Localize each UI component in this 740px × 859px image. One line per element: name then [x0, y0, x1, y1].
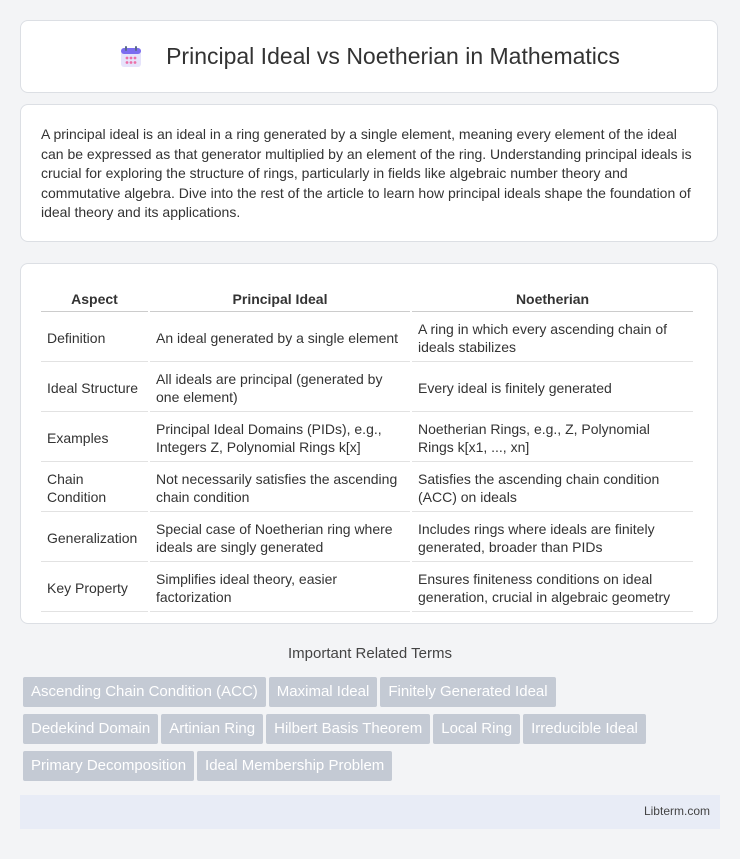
intro-card — [20, 104, 718, 242]
table-cell: Ideal Structure — [41, 364, 148, 412]
table-row — [41, 564, 693, 612]
footer-site-link[interactable]: Libterm.com — [643, 804, 710, 818]
related-terms-list — [23, 677, 723, 788]
table-cell: Chain Condition — [41, 464, 148, 512]
table-cell: Special case of Noetherian ring where ideals are singly generated — [150, 514, 410, 562]
intro-paragraph: A principal ideal is an ideal in a ring generated by a single element, meaning every element of the ideal can be expressed as that generator multiplied by an element of the ring. Understanding principal ideals is crucial for exploring the structure of rings, particularly in fields like algebraic number theory and commutative algebra. Dive into the rest of the article to learn how principal ideals shape the foundation of ideal theory and its applications. — [41, 126, 692, 220]
title-card — [20, 20, 718, 93]
table-cell: A ring in which every ascending chain of ideals stabilizes — [412, 314, 693, 362]
header-principal-ideal: Principal Ideal — [150, 286, 410, 312]
header-aspect: Aspect — [41, 286, 148, 312]
table-cell: Definition — [41, 314, 148, 362]
related-term-tag[interactable]: Finitely Generated Ideal — [380, 677, 555, 707]
related-term-tag[interactable]: Hilbert Basis Theorem — [266, 714, 430, 744]
table-row — [41, 414, 693, 462]
table-cell: Noetherian Rings, e.g., Z, Polynomial Rings k[x1, ..., xn] — [412, 414, 693, 462]
related-term-tag[interactable]: Maximal Ideal — [269, 677, 378, 707]
table-cell: Ensures finiteness conditions on ideal generation, crucial in algebraic geometry — [412, 564, 693, 612]
related-term-tag[interactable]: Ascending Chain Condition (ACC) — [23, 677, 266, 707]
table-cell: Principal Ideal Domains (PIDs), e.g., Integers Z, Polynomial Rings k[x] — [150, 414, 410, 462]
table-cell: Generalization — [41, 514, 148, 562]
table-cell: Satisfies the ascending chain condition (ACC) on ideals — [412, 464, 693, 512]
table-cell: Simplifies ideal theory, easier factorization — [150, 564, 410, 612]
related-term-tag[interactable]: Ideal Membership Problem — [197, 751, 392, 781]
comparison-table — [39, 284, 695, 614]
header-noetherian: Noetherian — [412, 286, 693, 312]
table-row — [41, 314, 693, 362]
page-title: Principal Ideal vs Noetherian in Mathematics — [166, 43, 620, 69]
table-cell: Examples — [41, 414, 148, 462]
related-term-tag[interactable]: Irreducible Ideal — [523, 714, 646, 744]
table-cell: An ideal generated by a single element — [150, 314, 410, 362]
table-cell: Every ideal is finitely generated — [412, 364, 693, 412]
table-row — [41, 514, 693, 562]
table-cell: Key Property — [41, 564, 148, 612]
table-header-row — [41, 286, 693, 312]
footer — [20, 795, 720, 829]
table-cell: Includes rings where ideals are finitely generated, broader than PIDs — [412, 514, 693, 562]
calendar-icon — [118, 44, 144, 70]
table-row — [41, 464, 693, 512]
related-term-tag[interactable]: Artinian Ring — [161, 714, 263, 744]
table-cell: All ideals are principal (generated by one element) — [150, 364, 410, 412]
related-terms-heading: Important Related Terms — [288, 645, 452, 662]
related-term-tag[interactable]: Primary Decomposition — [23, 751, 194, 781]
table-cell: Not necessarily satisfies the ascending chain condition — [150, 464, 410, 512]
comparison-table-card — [20, 263, 718, 624]
table-row — [41, 364, 693, 412]
related-term-tag[interactable]: Local Ring — [433, 714, 520, 744]
related-term-tag[interactable]: Dedekind Domain — [23, 714, 158, 744]
